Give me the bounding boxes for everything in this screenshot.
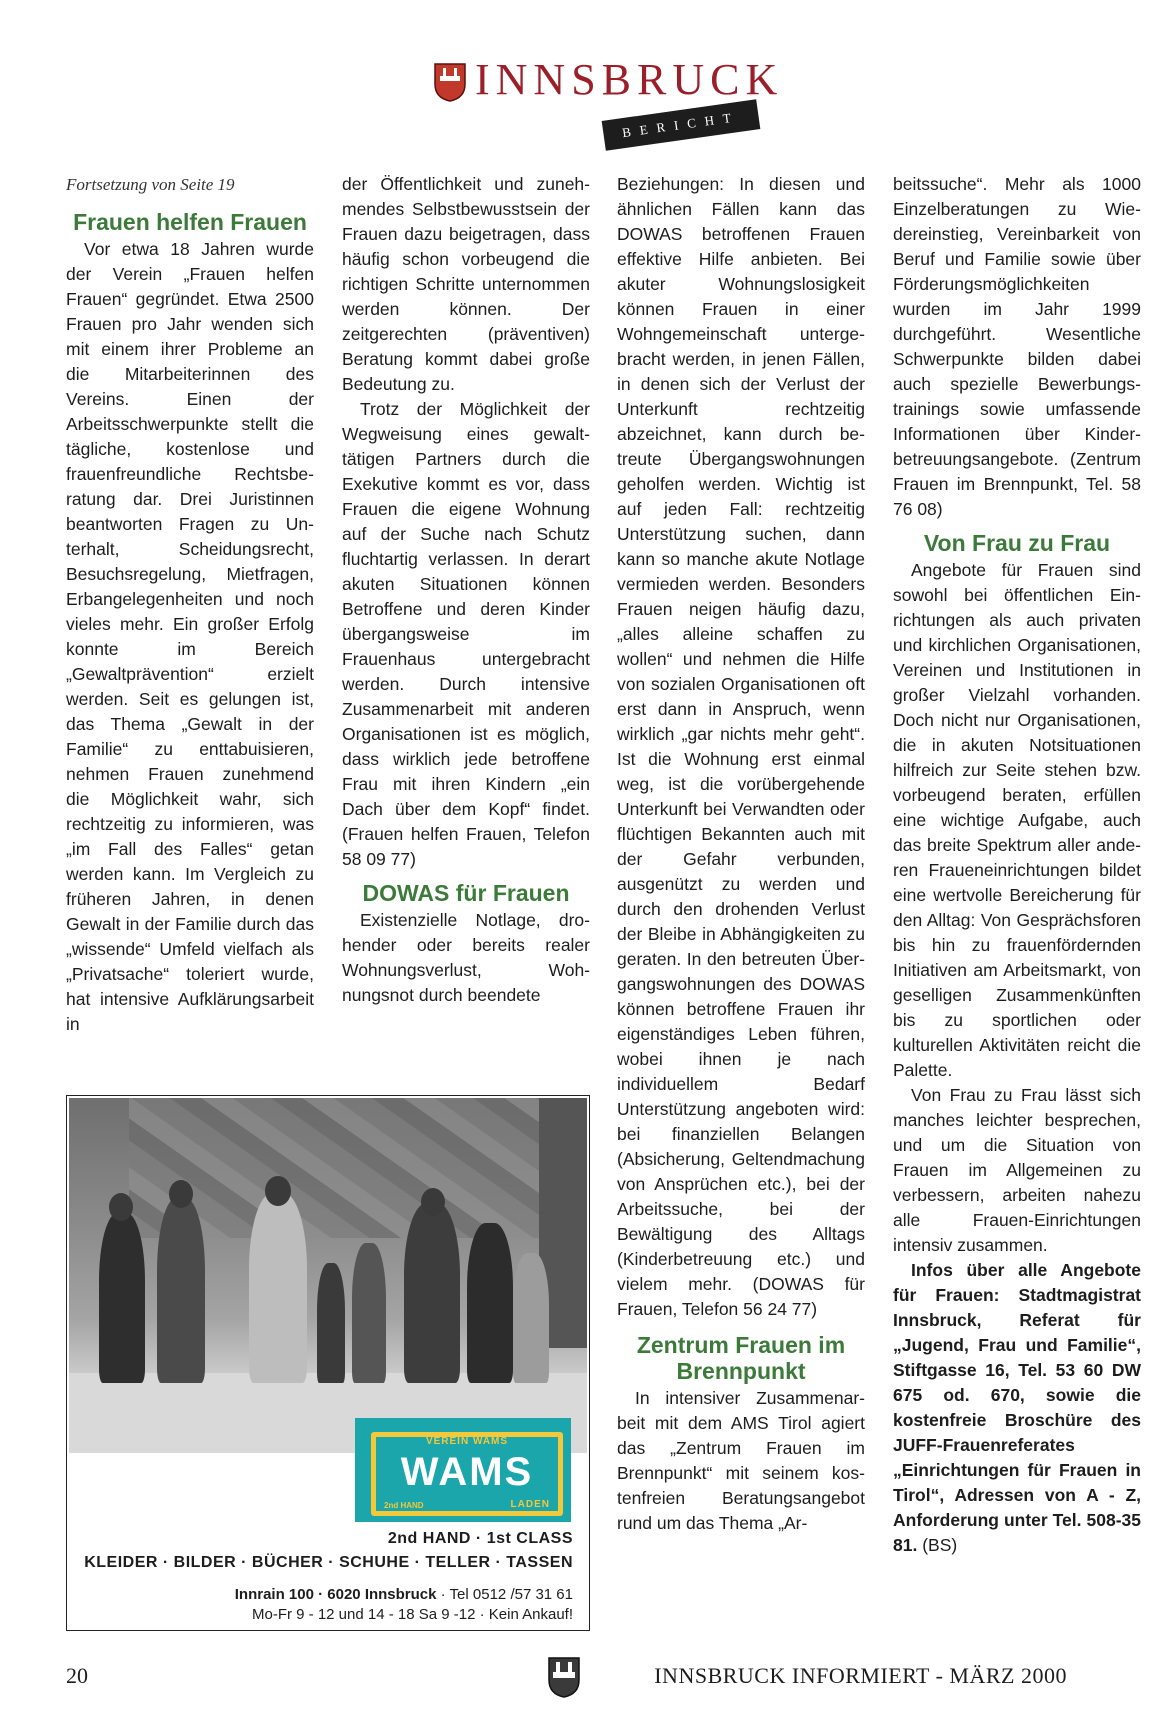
info-text: Infos über alle Angebote für Frauen: Stadtmagistrat Innsbruck, Referat für „Jugend, Frau und Familie“, Stiftgasse 16, Tel. 53 60 DW 675 od. 670, sowie die kostenfreie Broschüre des JUFF-Frauenreferates „Einrichtungen für Frauen in Tirol“, Adressen von A - Z, Anforderung unter Tel. 508-35 81. — [893, 1260, 1141, 1555]
photo-figure — [249, 1193, 307, 1383]
paragraph: Trotz der Möglichkeit der Wegweisung eines gewalttätigen Partners durch die Exekutive kommt es vor, dass Frauen die eigene Wohnung auf der Suche nach Schutz fluchtartig verlassen. In derart akuten Situationen können Betroffene und deren Kinder übergangsweise im Frauenhaus untergebracht werden. Durch intensive Zusammenarbeit mit anderen Organisationen ist es möglich, dass wirklich jede betroffene Frau mit ihren Kindern „ein Dach über dem Kopf“ findet. (Frauen helfen Frauen, Telefon 58 09 77) — [342, 399, 590, 869]
ad-street: Innrain 100 · 6020 Innsbruck — [234, 1586, 437, 1603]
photo-figure-head — [265, 1176, 291, 1206]
photo-figure — [404, 1203, 460, 1383]
heading-frauen-helfen-frauen: Frauen helfen Frauen — [73, 209, 307, 235]
heading-dowas-fuer-frauen: DOWAS für Frauen — [362, 880, 570, 906]
ad-phone: · Tel 0512 /57 31 61 — [436, 1586, 573, 1603]
photo-figure — [513, 1253, 549, 1383]
logo-verein-label: VEREIN WAMS — [425, 1436, 509, 1447]
column-4 — [893, 172, 1141, 1558]
advertisement-photo — [69, 1098, 587, 1453]
column-2 — [342, 172, 590, 1008]
photo-figure — [99, 1213, 145, 1383]
heading-von-frau-zu-frau: Von Frau zu Frau — [923, 530, 1111, 556]
paragraph: Vor etwa 18 Jahren wurde der Verein „Frauen helfen Frauen“ gegründet. Etwa 2500 Frauen pro Jahr wenden sich mit einem ihrer Probleme an die Mitarbeiterinnen des Vereins. Einen der Arbeitsschwerpunkte stellt die tägliche, kostenlose und frauenfreundliche Rechtsberatung dar. Drei Juristinnen beantworten Fragen zu Unterhalt, Scheidungsrecht, Besuchsregelung, Mietfragen, Erbangelegenheiten und noch vieles mehr. Ein großer Erfolg konnte im Bereich „Gewaltprävention“ erzielt werden. Seit es gelungen ist, das Thema „Gewalt in der Familie“ zu enttabuisieren, nehmen Frauen zunehmend die Möglichkeit wahr, sich rechtzeitig zu informieren, was „im Fall des Falles“ getan werden kann. Im Vergleich zu früheren Jahren, in denen Gewalt in der Familie durch das „wissende“ Umfeld vielfach als „Privatsache“ toleriert wurde, hat intensive Aufklärungsarbeit in — [66, 239, 314, 1034]
column-3 — [617, 172, 865, 1536]
wams-advertisement — [66, 1095, 590, 1631]
author-initials: (BS) — [917, 1535, 958, 1555]
photo-figure-head — [109, 1193, 133, 1221]
subtitle-banner — [602, 99, 761, 150]
paragraph: In intensiver Zusammenarbeit mit dem AMS Tirol agiert das „Zentrum Frauen im Brennpunkt“ mit seinem kostenfreien Beratungsangebot rund um das Thema „Ar- — [617, 1388, 865, 1533]
paragraph: Von Frau zu Frau lässt sich manches leichter besprechen, und um die Situation von Frauen im Allgemeinen zu verbessern, arbeiten nahezu alle Frauen-Einrichtungen intensiv zusammen. — [893, 1085, 1141, 1255]
ad-opening-hours: Mo-Fr 9 - 12 und 14 - 18 Sa 9 -12 · Kein Ankauf! — [251, 1606, 573, 1623]
paragraph: beitssuche“. Mehr als 1000 Einzelberatungen zu Wiedereinstieg, Vereinbarkeit von Beruf und Familie sowie über Förderungsmöglichkeiten wurden im Jahr 1999 durchgeführt. Wesentliche Schwerpunkte bilden dabei auch spezielle Bewerbungstrainings sowie umfassende Informationen über Kinderbetreuungsangebote. (Zentrum Frauen im Brennpunkt, Tel. 58 76 08) — [893, 174, 1141, 519]
paragraph: der Öffentlichkeit und zunehmendes Selbstbewusstsein der Frauen dazu beigetragen, dass häufig schon vorbeugend die richtigen Schritte unternommen werden können. Der zeitgerechten (präventiven) Beratung kommt dabei große Bedeutung zu. — [342, 174, 590, 394]
subtitle-label: BERICHT — [621, 108, 741, 141]
ad-tagline: 2nd HAND · 1st CLASS — [387, 1530, 573, 1547]
continuation-note: Fortsetzung von Seite 19 — [66, 175, 235, 194]
ad-product-list: KLEIDER · BILDER · BÜCHER · SCHUHE · TELLER · TASSEN — [84, 1554, 573, 1571]
heading-zentrum-frauen-im-brennpunkt: Zentrum Frauen im Brennpunkt — [636, 1332, 846, 1384]
photo-figure — [467, 1223, 513, 1383]
wams-logo-frame — [371, 1432, 563, 1516]
footer-publication-title: INNSBRUCK INFORMIERT - MÄRZ 2000 — [654, 1663, 1067, 1688]
page-number: 20 — [66, 1663, 88, 1688]
photo-figure — [317, 1263, 345, 1383]
column-1 — [66, 172, 314, 1037]
paragraph: Existenzielle Notlage, drohender oder bereits realer Wohnungsverlust, Wohnungsnot durch beendete — [342, 910, 590, 1005]
info-paragraph — [893, 1258, 1141, 1558]
photo-figure — [352, 1243, 386, 1383]
photo-figure-head — [169, 1180, 193, 1208]
paragraph: Beziehungen: In diesen und ähnlichen Fällen kann das DOWAS betroffenen Frauen effektive Hilfe anbieten. Bei akuter Wohnungslosigkeit können Frauen in einer Wohngemeinschaft untergebracht werden, in jenen Fällen, in denen sich der Verlust der Unterkunft rechtzeitig abzeichnet, kann durch betreute Übergangswohnungen geholfen werden. Wichtig ist auf jeden Fall: rechtzeitig Unterstützung suchen, dann kann so manche akute Notlage vermieden werden. Besonders Frauen neigen häufig dazu, „alles alleine schaffen zu wollen“ und nehmen die Hilfe von sozialen Organisationen oft erst dann in Anspruch, wenn wirklich „gar nichts mehr geht“. Ist die Wohnung erst einmal weg, ist die vorübergehende Unterkunft bei Verwandten oder flüchtigen Bekannten auch mit der Gefahr verbunden, ausgenützt zu werden und durch den drohenden Verlust der Bleibe in Abhängigkeiten zu geraten. In den betreuten Übergangswohnungen des DOWAS können betroffene Frauen ihr eigenständiges Leben führen, wobei ihnen je nach individuellem Bedarf Unterstützung angeboten wird: bei finanziellen Belangen (Absicherung, Geltendmachung von Ansprüchen etc.), bei der Arbeitssuche, bei der Bewältigung des Alltags (Kinderbetreuung etc.) und vielem mehr. (DOWAS für Frauen, Telefon 56 24 77) — [617, 174, 865, 1319]
photo-figure — [157, 1198, 205, 1383]
masthead — [433, 55, 784, 146]
logo-2nd-hand-label: 2nd HAND — [384, 1501, 424, 1510]
paragraph: Angebote für Frauen sind sowohl bei öffentlichen Einrichtungen als auch privaten und kirchlichen Organisationen, Vereinen und Institutionen in großer Vielzahl vorhanden. Doch nicht nur Organisationen, die in akuten Notsituationen hilfreich zur Seite stehen bzw. vorbeugend beraten, erfüllen eine wichtige Aufgabe, auch das breite Spektrum aller anderen Fraueneinrichtungen bildet eine wertvolle Bereicherung für den Alltag: Von Gesprächsforen bis hin zu frauenfördernden Initiativen am Arbeitsmarkt, von geselligen Zusammenkünften bis zu sportlichen oder kulturellen Aktivitäten reicht die Palette. — [893, 560, 1141, 1080]
brand-title: INNSBRUCK — [475, 55, 784, 104]
wams-logo — [355, 1418, 571, 1522]
logo-name: WAMS — [400, 1450, 534, 1494]
photo-figure-head — [421, 1188, 445, 1216]
ad-address — [235, 1586, 573, 1603]
innsbruck-crest-icon — [433, 62, 467, 102]
logo-laden-label: LADEN — [510, 1499, 550, 1510]
footer-crest-icon — [547, 1656, 581, 1698]
